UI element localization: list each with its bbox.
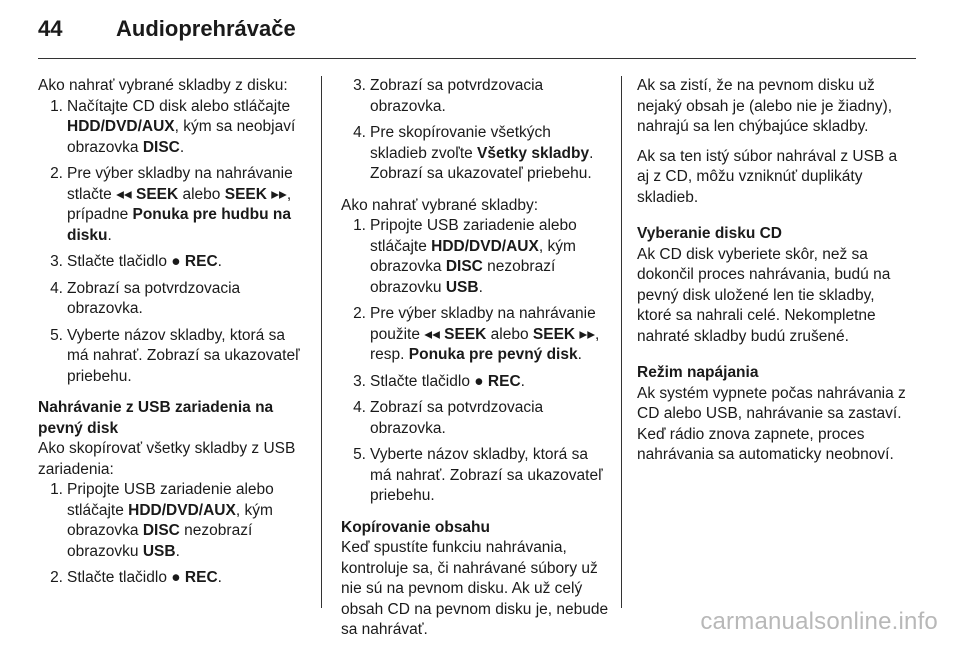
step-number: 4. [353,124,366,141]
section-heading-power: Režim napájania [637,364,759,381]
column-2 [341,76,611,650]
step-text-part: nezobrazí obrazovku [370,258,556,296]
step-text [370,76,611,117]
column-divider-2 [621,76,622,608]
bold-term: ◂◂ SEEK [116,185,179,203]
step-text-part: . [217,253,222,270]
step-text [67,164,308,246]
step-text-part: , kým obrazovka [370,237,576,275]
bold-term: Ponuka pre pevný disk [408,346,578,363]
power-text: Ak systém vypnete počas nahrávania z CD alebo USB, nahrávanie sa zastaví. Keď rádio znova zapnete, proces nahrávania sa automaticky neobnoví. [637,384,906,463]
list-item [341,304,611,366]
step-text-part: Vyberte názov skladby, ktorá sa má nahrať. Zobrazí sa ukazovateľ priebehu. [370,446,603,504]
steps-list [38,480,308,589]
page-number: 44 [38,16,63,41]
bold-term: Všetky skladby [477,144,590,162]
step-text [370,445,611,507]
list-item [38,480,308,562]
step-text-part: . [179,138,185,156]
steps-list [341,76,611,185]
step-number: 5. [353,446,366,463]
disc-text: Ak CD disk vyberiete skôr, než sa dokončil proces nahrávania, budú na pevný disk uložené len tie skladby, ktoré sa nahrali celé. Nekompletne nahraté skladby budú zrušené. [637,245,891,345]
step-text-part: Vyberte názov skladby, ktorá sa má nahrať. Zobrazí sa ukazovateľ priebehu. [67,326,300,385]
chapter-title: Audioprehrávače [116,16,296,41]
bold-term: ● REC [474,372,521,390]
step-number: 2. [50,165,63,182]
section-heading-usb: Nahrávanie z USB zariadenia na pevný disk [38,399,274,437]
step-text-part: Zobrazí sa potvrdzovacia obrazovka. [370,399,544,437]
bold-term: ● REC [171,569,218,586]
bold-term: DISC [445,258,483,275]
bold-term: HDD/DVD/AUX [128,501,236,519]
step-number: 2. [353,305,366,322]
step-text-part: . [217,569,222,586]
step-text-part: , kým obrazovka [67,501,273,539]
paragraph: Ak sa zistí, že na pevnom disku už nejaký obsah je (alebo nie je žiadny), nahrajú sa len chýbajúce skladby. [637,77,893,135]
bold-term: HDD/DVD/AUX [431,237,539,255]
step-number: 4. [50,279,63,297]
copy-text: Keď spustíte funkciu nahrávania, kontroluje sa, či nahrávané súbory už nie sú na pevnom disku. Ak už celý obsah CD na pevnom disku je, nebude sa nahrávať. [341,539,609,638]
step-text-part: Zobrazí sa potvrdzovacia obrazovka. [67,279,241,317]
step-text-part: Stlačte tlačidlo [67,569,172,586]
steps-list [341,216,611,507]
step-text-part: alebo [178,185,225,203]
bold-term: SEEK ▸▸ [224,185,287,203]
list-item [38,97,308,159]
bold-term: ◂◂ SEEK [424,325,487,343]
step-text-part: , resp. [370,325,600,363]
step-text-part: Pre skopírovanie všetkých skladieb zvoľte [370,124,551,162]
column-3 [637,76,909,475]
list-item [38,326,308,388]
list-item [38,568,308,589]
step-text [67,279,308,320]
step-number: 4. [353,399,366,416]
watermark: carmanualsonline.info [700,608,938,635]
steps-list [38,97,308,388]
bold-term: SEEK ▸▸ [532,325,595,343]
bold-term: Ponuka pre hudbu na disku [67,206,291,244]
intro-text: Ako nahrať vybrané skladby z disku: [38,77,288,94]
step-number: 1. [50,97,63,115]
bold-term: HDD/DVD/AUX [67,118,175,135]
step-text [370,304,611,366]
bold-term: DISC [142,522,180,539]
step-text [67,326,308,388]
list-item [341,216,611,298]
step-text-part: . [478,278,483,296]
step-text [370,216,611,298]
step-text-part: . Zobrazí sa ukazovateľ priebehu. [370,144,594,182]
step-number: 5. [50,326,63,344]
list-item [38,279,308,320]
bold-term: DISC [142,138,180,156]
step-text-part: Pripojte USB zariadenie alebo stláčajte [67,481,274,519]
step-text-part: . [107,226,112,244]
step-number: 1. [50,481,63,498]
column-1 [38,76,308,600]
step-text-part: Pripojte USB zariadenie alebo stláčajte [370,217,577,255]
step-text-part: Pre výber skladby na nahrávanie stlačte [67,165,293,203]
bold-term: USB [142,542,176,560]
bold-term: USB [445,278,479,296]
step-text-part: , prípadne [67,185,292,223]
step-number: 1. [353,217,366,234]
step-number: 3. [50,253,63,270]
step-text [370,123,611,185]
step-number: 3. [353,372,366,390]
step-text [67,97,308,159]
step-text-part: Zobrazí sa potvrdzovacia obrazovka. [370,77,544,115]
bold-term: ● REC [171,253,218,270]
intro-text: Ako nahrať vybrané skladby: [341,196,539,214]
list-item [341,398,611,439]
step-number: 2. [50,569,63,586]
section-heading-disc: Vyberanie disku CD [637,225,783,242]
step-number: 3. [353,77,366,94]
step-text-part: Stlačte tlačidlo [67,253,172,270]
list-item [38,252,308,273]
step-text-part: . [175,542,180,560]
usb-intro-text: Ako skopírovať všetky skladby z USB zariadenia: [38,440,296,478]
step-text-part: . [577,346,582,363]
step-text [370,398,611,439]
column-divider-1 [321,76,322,608]
step-text-part: nezobrazí obrazovku [67,522,253,560]
step-text [67,568,308,589]
step-text [370,372,611,393]
step-text-part: . [520,372,525,390]
step-text [67,480,308,562]
list-item [341,76,611,117]
list-item [341,445,611,507]
page-header [38,16,296,46]
step-text-part: Stlačte tlačidlo [370,372,475,390]
section-heading-copy: Kopírovanie obsahu [341,518,490,536]
list-item [341,372,611,393]
step-text-part: Načítajte CD disk alebo stláčajte [67,97,291,115]
paragraph: Ak sa ten istý súbor nahrával z USB a aj z CD, môžu vzniknúť duplikáty skladieb. [637,147,898,206]
list-item [341,123,611,185]
step-text-part: , kým sa neobjaví obrazovka [67,118,296,156]
step-text-part: alebo [486,325,533,343]
list-item [38,164,308,246]
step-text-part: Pre výber skladby na nahrávanie použite [370,305,596,343]
step-text [67,252,308,273]
header-rule [38,58,916,59]
